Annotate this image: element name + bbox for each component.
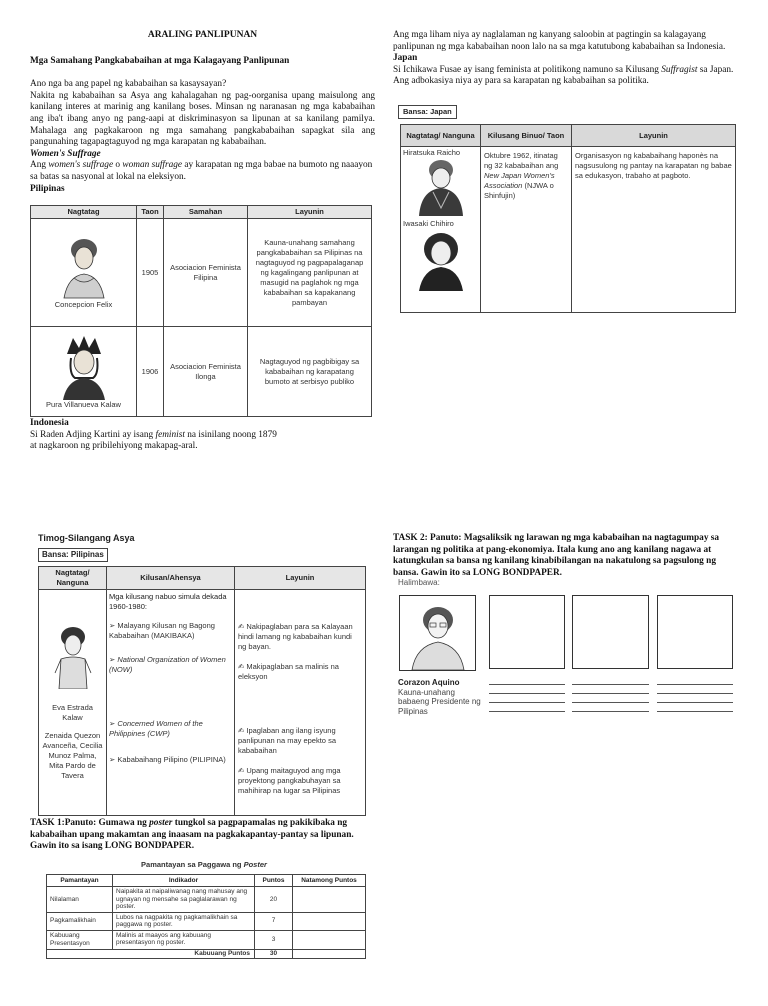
goal-cell: Nagtaguyod ng pagbibigay sa kababaihan ng karapatang bumoto at serbisyo publiko bbox=[248, 327, 372, 417]
year-cell: 1905 bbox=[137, 219, 164, 327]
criterion-cell: Kabuuang Presentasyon bbox=[47, 930, 113, 949]
answer-lines[interactable] bbox=[572, 676, 649, 712]
col-layunin: Layunin bbox=[572, 125, 736, 147]
kilusan-item: ➢ Kababaihang Pilipino (PILIPINA) bbox=[109, 755, 226, 764]
doc-subtitle: Mga Samahang Pangkababaihan at mga Kalagayang Panlipunan bbox=[30, 55, 290, 66]
photo-placeholder-box[interactable] bbox=[489, 595, 565, 669]
pura-villanueva-kalaw-portrait bbox=[59, 334, 109, 400]
answer-lines[interactable] bbox=[489, 676, 565, 712]
col-nagtatag: Nagtatag/ Nanguna bbox=[401, 125, 481, 147]
indonesia-section bbox=[30, 418, 280, 453]
example-photo-box bbox=[399, 595, 476, 671]
rubric-table bbox=[46, 874, 366, 959]
answer-lines[interactable] bbox=[657, 676, 733, 712]
col-nagtatag: Nagtatag bbox=[31, 206, 137, 219]
goal-cell: Kauna-unahang samahang pangkababaihan sa Pilipinas na nagtaguyod ng pagpapalaganap ng kagalingang panlipunan at masugid na paglahok ng mga kababaihan sa kapakanang pambayan bbox=[248, 219, 372, 327]
philippines-orgs-table bbox=[30, 205, 372, 417]
goal-item: ✍ Ipaglaban ang ilang isyung panlipunan na may epekto sa kababaihan bbox=[238, 726, 336, 755]
example-description: Kauna-unahang babaeng Presidente ng Pilipinas bbox=[398, 687, 481, 716]
col-kilusan: Kilusang Binuo/ Taon bbox=[481, 125, 572, 147]
col-taon: Taon bbox=[137, 206, 164, 219]
doc-title: ARALING PANLIPUNAN bbox=[147, 30, 258, 40]
col-layunin: Layunin bbox=[248, 206, 372, 219]
goal-cell: Organisasyon ng kababaihang haponès na nagsusulong ng pantay na karapatan ng babae sa edukasyon, trabaho at pagboto. bbox=[572, 147, 736, 313]
org-cell: Asociacion Feminista Filipina bbox=[164, 219, 248, 327]
table-row bbox=[39, 590, 366, 816]
hiratsuka-raicho-portrait bbox=[415, 158, 467, 216]
japan-text: Si Ichikawa Fusae ay isang feminista at politikong namuno sa Kilusang Suffragist sa Japan. Ang adbokasiya niya ay para sa karapatan ng kababaihan sa politika. bbox=[393, 64, 734, 87]
founder-name: Eva Estrada Kalaw bbox=[52, 702, 93, 722]
womens-suffrage-heading: Women's Suffrage bbox=[30, 148, 101, 159]
indicator-cell: Naipakita at naipaliwanag nang mahusay ang ugnayan ng mensahe sa paglalarawan ng poster. bbox=[113, 887, 255, 913]
total-score-cell[interactable] bbox=[293, 949, 366, 958]
col-layunin: Layunin bbox=[235, 567, 366, 590]
iwasaki-chihiro-portrait bbox=[415, 229, 467, 291]
founder-name: Iwasaki Chihiro bbox=[403, 219, 454, 228]
photo-placeholder-box[interactable] bbox=[657, 595, 733, 669]
japan-heading: Japan bbox=[393, 53, 418, 64]
eva-estrada-kalaw-portrait bbox=[51, 625, 95, 689]
left-column-top bbox=[30, 30, 375, 195]
criterion-cell: Pagkamalikhain bbox=[47, 912, 113, 930]
col-puntos: Puntos bbox=[255, 875, 293, 887]
col-kilusan: Kilusan/Ahensya bbox=[107, 567, 235, 590]
points-cell: 7 bbox=[255, 912, 293, 930]
score-cell[interactable] bbox=[293, 912, 366, 930]
total-row bbox=[47, 949, 366, 958]
table-row bbox=[47, 912, 366, 930]
goal-item: ✍ Upang maitaguyod ang mga proyektong pangkabuhayan sa mahihirap na lugar sa Pilipinas bbox=[238, 766, 341, 795]
womens-suffrage-text: Ang women's suffrage o woman suffrage ay karapatan ng mga babae na bumoto ng naaayon sa batas sa nasyonal at lokal na eleksiyon. bbox=[30, 160, 373, 182]
other-founders: Zenaida Quezon Avanceña, Cecilia Munoz Palma, Mita Pardo de Tavera bbox=[42, 730, 103, 780]
criterion-cell: Nilalaman bbox=[47, 887, 113, 913]
pilipinas-heading: Pilipinas bbox=[30, 183, 65, 194]
question-text: Ano nga ba ang papel ng kababaihan sa kasaysayan? bbox=[30, 79, 227, 90]
kilusan-item: ➢ Malayang Kilusan ng Bagong Kababaihan (MAKIBAKA) bbox=[109, 621, 215, 640]
indonesia-text: Si Raden Adjing Kartini ay isang feminist na isinilang noong 1879 at nagkaroon ng pribilehiyong makapag-aral. bbox=[30, 429, 277, 452]
task2-instructions: TASK 2: Panuto: Magsaliksik ng larawan ng mga kababaihan na nagtagumpay sa larangan ng politika at pang-ekonomiya. Itala kung ano ang kanilang nagawa at katungkulan sa bansa ng kanilang kinabibilangan na nakatulong sa pagsulong ng bansa. Gawin ito sa LONG BONDPAPER. bbox=[393, 533, 720, 578]
table-row bbox=[31, 327, 372, 417]
kilusan-item: ➢ National Organization of Women (NOW) bbox=[109, 655, 226, 674]
table-row bbox=[401, 147, 736, 313]
col-indikador: Indikador bbox=[113, 875, 255, 887]
kilusan-intro: Mga kilusang nabuo simula dekada 1960-1980: bbox=[109, 592, 227, 611]
corazon-aquino-portrait bbox=[400, 596, 475, 670]
example-label: Halimbawa: bbox=[398, 578, 440, 587]
score-cell[interactable] bbox=[293, 930, 366, 949]
intro-paragraph: Nakita ng kababaihan sa Asya ang kahalagahan ng pag-oorganisa upang maisulong ang kanilang interes at marinig ang kanilang boses. Minsan ng naranasan ng mga kababaihan ang iba't ibang anyo ng pang-aapi at diskriminasyon sa lipunan at sa kanilang pamilya. Mahalaga ang pagkakaroon ng mga samahang pangkababaihan sapagkat sila ang pangunahing tagapagtaguyod ng mga karapatan ng kababaihan. bbox=[30, 90, 375, 148]
example-caption bbox=[398, 678, 482, 716]
goal-item: ✍ Makipaglaban sa malinis na eleksyon bbox=[238, 662, 339, 681]
org-cell: Asociacion Feminista Ilonga bbox=[164, 327, 248, 417]
points-cell: 20 bbox=[255, 887, 293, 913]
col-nagtatag: Nagtatag/ Nanguna bbox=[39, 567, 107, 590]
right-column-top bbox=[393, 30, 738, 88]
table-row bbox=[31, 219, 372, 327]
founder-name: Pura Villanueva Kalaw bbox=[46, 399, 121, 409]
table-row bbox=[47, 930, 366, 949]
bansa-japan-label: Bansa: Japan bbox=[398, 105, 457, 119]
indicator-cell: Malinis at maayos ang kabuuang presentasyon ng poster. bbox=[113, 930, 255, 949]
kilusan-cell: Oktubre 1962, itinatag ng 32 kababaihan ang New Japan Women's Association (NJWA o Shinfujin) bbox=[481, 147, 572, 313]
task1-instructions: TASK 1:Panuto: Gumawa ng poster tungkol sa pagpapamalas ng pakikibaka ng kababaihan upang makamtan ang inaasam na pagkakapantay-pantay sa lipunan. Gawin ito sa isang LONG BONDPAPER. bbox=[30, 818, 354, 852]
founder-name: Hiratsuka Raicho bbox=[403, 148, 461, 157]
year-cell: 1906 bbox=[137, 327, 164, 417]
indonesia-heading: Indonesia bbox=[30, 418, 69, 428]
kilusan-item: ➢ Concerned Women of the Philippines (CWP) bbox=[109, 719, 203, 738]
founder-name: Concepcion Felix bbox=[54, 299, 113, 309]
indicator-cell: Lubos na nagpakita ng pagkamalikhain sa paggawa ng poster. bbox=[113, 912, 255, 930]
concepcion-felix-portrait bbox=[60, 236, 108, 300]
japan-orgs-table bbox=[400, 124, 736, 313]
sea-movements-table bbox=[38, 566, 366, 816]
goal-item: ✍ Nakipaglaban para sa Kalayaan hindi lamang ng kababaihan kundi ng bayan. bbox=[238, 622, 353, 651]
example-name: Corazon Aquino bbox=[398, 678, 460, 687]
col-pamantayan: Pamantayan bbox=[47, 875, 113, 887]
photo-placeholder-box[interactable] bbox=[572, 595, 649, 669]
col-samahan: Samahan bbox=[164, 206, 248, 219]
points-cell: 3 bbox=[255, 930, 293, 949]
col-natamong-puntos: Natamong Puntos bbox=[293, 875, 366, 887]
score-cell[interactable] bbox=[293, 887, 366, 913]
table-row bbox=[47, 887, 366, 913]
rubric-title: Pamantayan sa Paggawa ng Poster bbox=[141, 860, 267, 869]
total-points: 30 bbox=[255, 949, 293, 958]
total-label: Kabuuang Puntos bbox=[47, 949, 255, 958]
region-heading: Timog-Silangang Asya bbox=[38, 533, 135, 543]
right-intro-text: Ang mga liham niya ay naglalaman ng kanyang saloobin at pagtingin sa kalagayang panlipunan ng mga kababaihan noon lalo na sa mga katutubong kababaihan sa Indonesia. bbox=[393, 30, 726, 52]
bansa-pilipinas-label: Bansa: Pilipinas bbox=[38, 548, 108, 562]
